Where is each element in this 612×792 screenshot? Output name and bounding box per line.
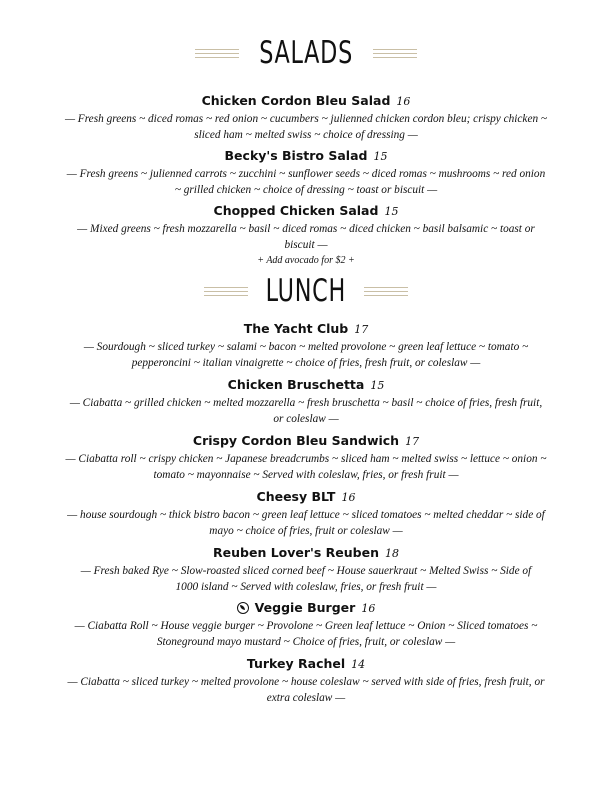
vegetarian-leaf-icon [237, 602, 249, 614]
item-name: The Yacht Club 17 [243, 321, 369, 336]
item-price: 17 [354, 323, 369, 336]
menu-item-chicken-cordon-bleu-salad [58, 93, 554, 143]
menu-item-veggie-burger [58, 600, 554, 650]
item-name: Cheesy BLT 16 [256, 489, 356, 504]
item-description: — Ciabatta ~ grilled chicken ~ melted mozzarella ~ fresh bruschetta ~ basil ~ choice of fries, fresh fruit, or coleslaw — [69, 397, 543, 425]
item-description: — Fresh baked Rye ~ Slow-roasted sliced corned beef ~ House sauerkraut ~ Melted Swiss ~ Side of 1000 island ~ Served with coleslaw, fries, or fresh fruit — [80, 565, 532, 593]
item-description: — Ciabatta ~ sliced turkey ~ melted provolone ~ house coleslaw ~ served with side of fries, fresh fruit, or extra coleslaw — [67, 676, 545, 704]
item-price: 16 [341, 491, 356, 504]
decorative-rule-right [373, 49, 417, 58]
item-description: — Sourdough ~ sliced turkey ~ salami ~ bacon ~ melted provolone ~ green leaf lettuce ~ tomato ~ pepperoncini ~ italian vinaigrette ~ choice of fries, fresh fruit, or coleslaw — [83, 341, 529, 369]
item-description: — Fresh greens ~ diced romas ~ red onion ~ cucumbers ~ julienned chicken cordon bleu; crispy chicken ~ sliced ham ~ melted swiss ~ choice of dressing — [64, 113, 548, 141]
item-name: Veggie Burger 16 [58, 600, 554, 617]
item-price: 16 [396, 95, 411, 108]
item-price: 18 [384, 547, 399, 560]
item-name: Crispy Cordon Bleu Sandwich 17 [192, 433, 420, 448]
item-name: Reuben Lover's Reuben 18 [213, 545, 399, 560]
item-description: — Mixed greens ~ fresh mozzarella ~ basil ~ diced romas ~ diced chicken ~ basil balsamic ~ toast or biscuit — [77, 223, 535, 251]
item-price: 15 [373, 150, 388, 163]
item-name: Chopped Chicken Salad 15 [213, 203, 399, 218]
item-name: Turkey Rachel 14 [246, 656, 366, 671]
item-price: 17 [405, 435, 420, 448]
decorative-rule-right [364, 287, 408, 296]
menu-item-chicken-bruschetta [58, 377, 554, 427]
decorative-rule-left [204, 287, 248, 296]
menu-item-turkey-rachel [58, 656, 554, 706]
addon-note: + Add avocado for $2 + [257, 255, 355, 266]
menu-item-the-yacht-club [58, 321, 554, 371]
item-price: 14 [351, 658, 366, 671]
menu-item-chopped-chicken-salad [58, 203, 554, 267]
lunch-title: LUNCH [265, 273, 347, 309]
menu-item-crispy-cordon-bleu-sandwich [58, 433, 554, 483]
item-description: — Ciabatta roll ~ crispy chicken ~ Japanese breadcrumbs ~ sliced ham ~ melted swiss ~ lettuce ~ onion ~ tomato ~ mayonnaise ~ Served with coleslaw, fries, or fresh fruit — [65, 453, 547, 481]
item-description: — Fresh greens ~ julienned carrots ~ zucchini ~ sunflower seeds ~ diced romas ~ mushrooms ~ red onion ~ grilled chicken ~ choice of dressing ~ toast or biscuit — [66, 168, 546, 196]
item-name: Becky's Bistro Salad 15 [224, 148, 388, 163]
menu-item-cheesy-blt [58, 489, 554, 539]
item-price: 15 [384, 205, 399, 218]
item-price: 15 [370, 379, 385, 392]
item-description: — Ciabatta Roll ~ House veggie burger ~ Provolone ~ Green leaf lettuce ~ Onion ~ Sliced tomatoes ~ Stoneground mayo mustard ~ Choice of fries, fruit, or coleslaw — [74, 620, 538, 648]
item-name: Chicken Cordon Bleu Salad 16 [201, 93, 411, 108]
item-description: — house sourdough ~ thick bistro bacon ~ green leaf lettuce ~ sliced tomatoes ~ melted cheddar ~ side of mayo ~ choice of fries, fruit or coleslaw — [67, 509, 545, 537]
decorative-rule-left [195, 49, 239, 58]
lunch-header [0, 273, 612, 309]
salads-header [0, 35, 612, 71]
item-price: 16 [361, 602, 376, 615]
menu-item-reuben-lovers-reuben [58, 545, 554, 595]
item-name: Chicken Bruschetta 15 [227, 377, 385, 392]
menu-item-beckys-bistro-salad [58, 148, 554, 198]
salads-title: SALADS [259, 35, 353, 71]
